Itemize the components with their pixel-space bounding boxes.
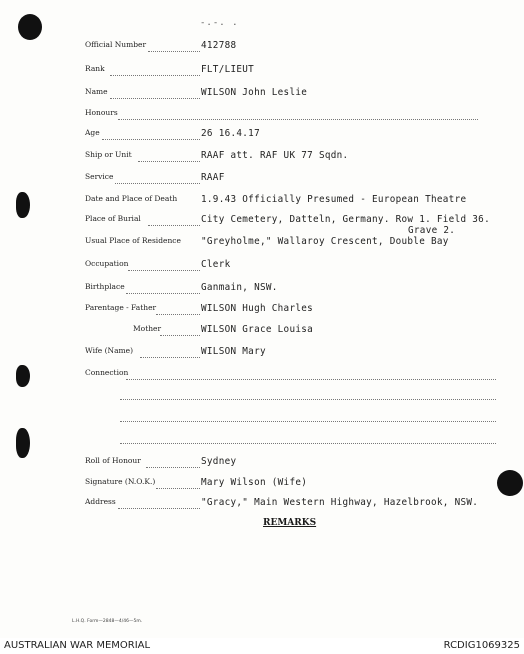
connection-line [120, 421, 496, 422]
dotted-line [156, 488, 200, 489]
printer-mark: L.H.Q. Form—2848—4/46—5m. [72, 619, 143, 624]
signature-label: Signature (N.O.K.) [85, 477, 156, 486]
occupation-row [0, 259, 524, 275]
remarks-heading: REMARKS [263, 518, 317, 528]
ship-unit-label: Ship or Unit [85, 150, 132, 159]
top-mark: -.-. . [200, 18, 239, 28]
dotted-line [110, 98, 200, 99]
service-label: Service [85, 172, 114, 181]
residence-row [0, 236, 524, 252]
dotted-line [160, 335, 200, 336]
roll-of-honour-label: Roll of Honour [85, 456, 141, 465]
wife-label: Wife (Name) [85, 346, 134, 355]
dotted-line [148, 51, 200, 52]
occupation-value: Clerk [201, 259, 231, 270]
burial-value: City Cemetery, Datteln, Germany. Row 1. Field 36. [201, 214, 490, 225]
address-label: Address [85, 497, 116, 506]
name-value: WILSON John Leslie [201, 87, 308, 98]
dotted-line [102, 139, 200, 140]
honours-label: Honours [85, 108, 118, 117]
residence-value: "Greyholme," Wallaroy Crescent, Double Bay [201, 236, 449, 247]
burial-value-grave: Grave 2. [408, 225, 456, 236]
honours-row [0, 108, 524, 124]
dotted-line [156, 314, 200, 315]
signature-value: Mary Wilson (Wife) [201, 477, 308, 488]
dotted-line [138, 161, 200, 162]
punch-hole [16, 428, 30, 458]
connection-line [120, 443, 496, 444]
wife-value: WILSON Mary [201, 346, 266, 357]
wife-row [0, 346, 524, 362]
age-label: Age [85, 128, 100, 137]
address-row [0, 497, 524, 513]
death-value: 1.9.43 Officially Presumed - European Theatre [201, 194, 467, 205]
age-row [0, 128, 524, 144]
official-number-label: Official Number [85, 40, 147, 49]
occupation-label: Occupation [85, 259, 129, 268]
dotted-line [118, 508, 200, 509]
connection-line [120, 399, 496, 400]
birthplace-value: Ganmain, NSW. [201, 282, 278, 293]
ship-unit-row [0, 150, 524, 166]
dotted-line [148, 225, 200, 226]
address-value: "Gracy," Main Western Highway, Hazelbrook, NSW. [201, 497, 479, 508]
roll-of-honour-value: Sydney [201, 456, 237, 467]
rank-label: Rank [85, 64, 105, 73]
burial-label: Place of Burial [85, 214, 141, 223]
birthplace-row [0, 282, 524, 298]
dotted-line [115, 183, 200, 184]
punch-hole [18, 14, 42, 40]
birthplace-label: Birthplace [85, 282, 125, 291]
ship-unit-value: RAAF att. RAF UK 77 Sqdn. [201, 150, 349, 161]
father-label: Parentage - Father [85, 303, 157, 312]
mother-row [0, 324, 524, 340]
age-value: 26 16.4.17 [201, 128, 260, 139]
connection-label: Connection [85, 368, 129, 377]
name-row [0, 87, 524, 103]
official-number-value: 412788 [201, 40, 237, 51]
dotted-line [126, 293, 200, 294]
archive-name: AUSTRALIAN WAR MEMORIAL [4, 640, 151, 651]
rank-value: FLT/LIEUT [201, 64, 255, 75]
rank-row [0, 64, 524, 80]
dotted-line [146, 467, 200, 468]
mother-value: WILSON Grace Louisa [201, 324, 314, 335]
residence-label: Usual Place of Residence [85, 236, 181, 245]
dotted-line [118, 119, 478, 120]
father-value: WILSON Hugh Charles [201, 303, 314, 314]
connection-row [0, 368, 524, 384]
service-row [0, 172, 524, 188]
dotted-line [110, 75, 200, 76]
death-row [0, 194, 524, 210]
mother-label: Mother [133, 324, 162, 333]
official-number-row [0, 40, 524, 56]
signature-row [0, 477, 524, 493]
dotted-line [126, 379, 496, 380]
burial-row [0, 214, 524, 236]
father-row [0, 303, 524, 319]
service-value: RAAF [201, 172, 225, 183]
roll-of-honour-row [0, 456, 524, 472]
archive-id: RCDIG1069325 [443, 640, 520, 651]
name-label: Name [85, 87, 108, 96]
dotted-line [128, 270, 200, 271]
archive-footer [0, 638, 524, 654]
dotted-line [140, 357, 200, 358]
death-label: Date and Place of Death [85, 194, 178, 203]
